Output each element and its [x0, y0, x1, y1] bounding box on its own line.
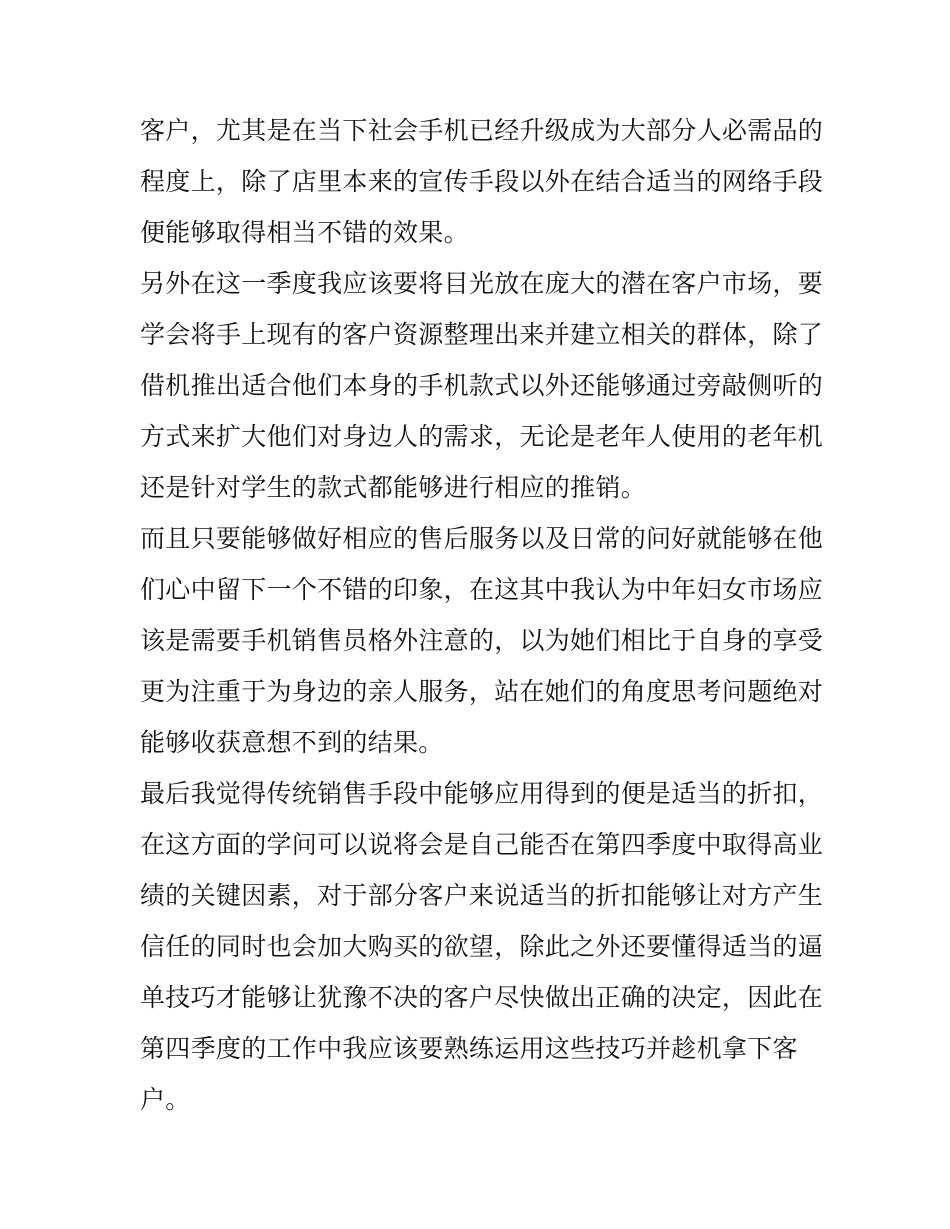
text-line: 学会将手上现有的客户资源整理出来并建立相关的群体，除了: [140, 320, 824, 349]
text-line: 信任的同时也会加大购买的欲望，除此之外还要懂得适当的逼: [140, 932, 824, 961]
text-line: 还是针对学生的款式都能够进行相应的推销。: [140, 473, 647, 502]
text-line: 户。: [140, 1085, 191, 1114]
text-line: 客户，尤其是在当下社会手机已经升级成为大部分人必需品的: [140, 116, 824, 145]
text-line: 在这方面的学问可以说将会是自己能否在第四季度中取得高业: [140, 830, 824, 859]
text-line: 而且只要能够做好相应的售后服务以及日常的问好就能够在他: [140, 524, 824, 553]
text-line: 更为注重于为身边的亲人服务，站在她们的角度思考问题绝对: [140, 677, 824, 706]
document-page: [140, 105, 824, 1125]
text-line: 方式来扩大他们对身边人的需求，无论是老年人使用的老年机: [140, 422, 824, 451]
text-line: 借机推出适合他们本身的手机款式以外还能够通过旁敲侧听的: [140, 371, 824, 400]
text-line: 能够收获意想不到的结果。: [140, 728, 444, 757]
text-line: 最后我觉得传统销售手段中能够应用得到的便是适当的折扣，: [140, 779, 824, 808]
text-line: 第四季度的工作中我应该要熟练运用这些技巧并趁机拿下客: [140, 1034, 798, 1063]
text-line: 另外在这一季度我应该要将目光放在庞大的潜在客户市场，要: [140, 269, 824, 298]
text-line: 程度上，除了店里本来的宣传手段以外在结合适当的网络手段: [140, 167, 824, 196]
text-line: 单技巧才能够让犹豫不决的客户尽快做出正确的决定，因此在: [140, 983, 824, 1012]
text-line: 便能够取得相当不错的效果。: [140, 218, 469, 247]
text-line: 绩的关键因素，对于部分客户来说适当的折扣能够让对方产生: [140, 881, 824, 910]
text-line: 该是需要手机销售员格外注意的，以为她们相比于自身的享受: [140, 626, 824, 655]
text-line: 们心中留下一个不错的印象，在这其中我认为中年妇女市场应: [140, 575, 824, 604]
